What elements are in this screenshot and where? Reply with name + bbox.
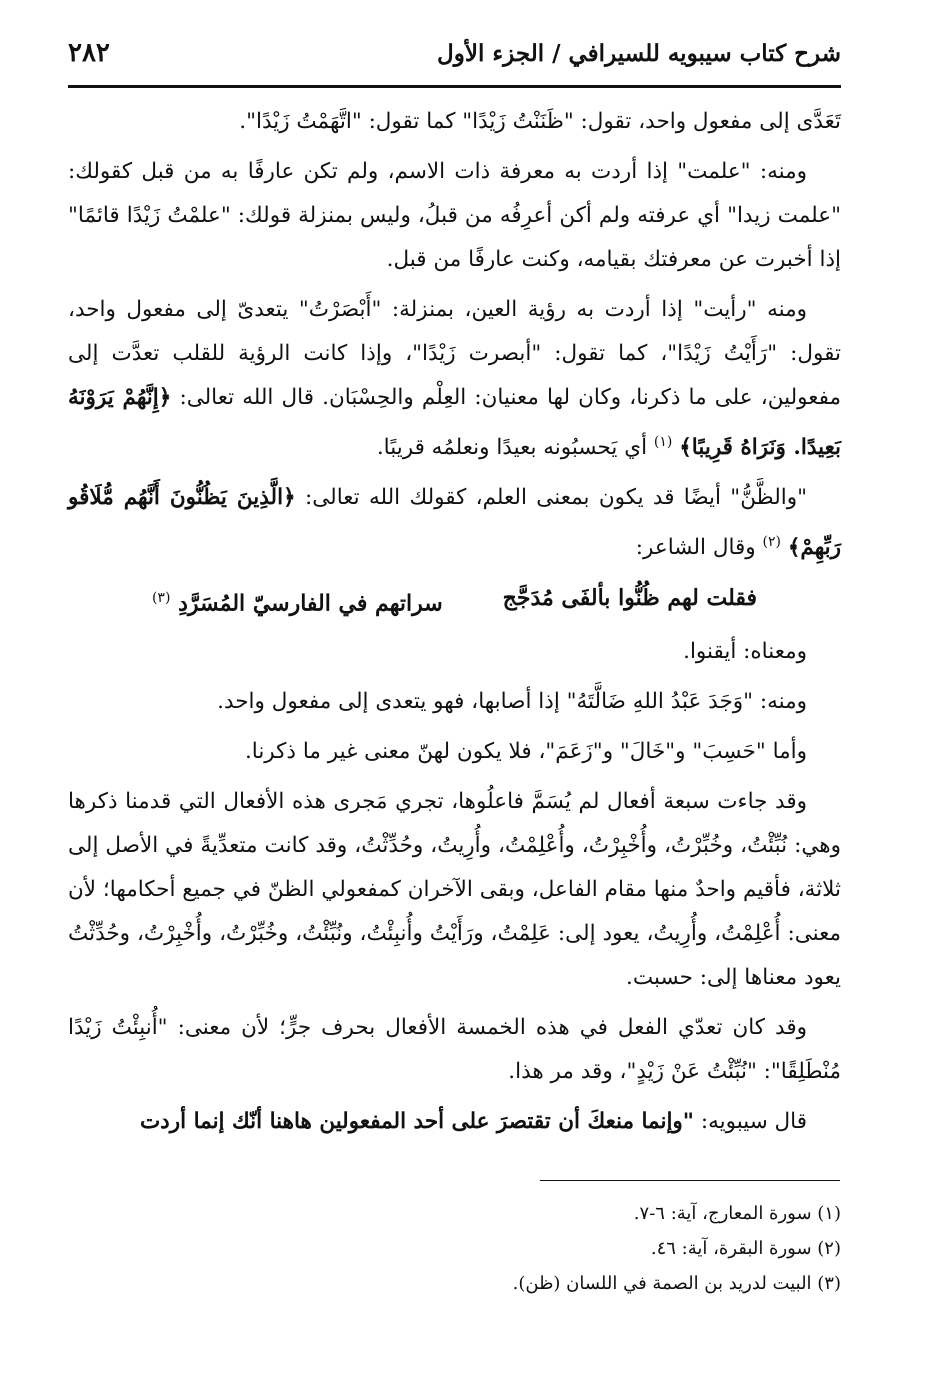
paragraph-text: ومنه "رأيت" إذا أردت به رؤية العين، بمنزلة: "أَبْصَرْتُ" يتعدىّ إلى مفعول واحد، تقول: "رَأَيْتُ زَيْدًا"، كما تقول: "أبصرت زَيْدًا"، وإذا كانت الرؤية للقلب تعدَّت إلى مفعولين، على ما ذكرنا، وكان لها معنيان: العِلْم والحِسْبَان. قال الله تعالى: — [68, 297, 841, 410]
poetry-verse — [68, 576, 841, 625]
paragraph: وقد كان تعدّي الفعل في هذه الخمسة الأفعال بحرف جرٍّ؛ لأن معنى: "أُنبِئْتُ زَيْدًا مُنْطَلِقًا": "نُبِّئْتُ عَنْ زَيْدٍ"، وقد مر هذا. — [68, 1014, 841, 1084]
verse-hemistich-1: فقلت لهم ظُنُّوا بألفَى مُدَجَّج — [502, 585, 758, 612]
page-number: ٢٨٢ — [68, 38, 110, 68]
sibawayh-quote: "وإنما منعكَ أن تقتصرَ على أحد المفعولين هاهنا أنّك إنما أردت — [139, 1108, 695, 1134]
paragraph: ومنه: "علمت" إذا أردت به معرفة ذات الاسم، ولم تكن عارفًا به من قبل كقولك: "علمت زيدا" أي عرفته ولم أكن أعرِفُه من قبلُ، وليس بمنزلة قولك: "علمْتُ زَيْدًا قائمًا" إذا أخبرت عن معرفتك بقيامه، وكنت عارفًا من قبل. — [68, 159, 841, 272]
verse-hemistich-2 — [152, 576, 443, 625]
footnotes — [68, 1196, 841, 1301]
footnote: (٢) سورة البقرة، آية: ٤٦. — [650, 1238, 841, 1259]
paragraph — [68, 1100, 841, 1144]
quran-quote: ﴿الَّذِينَ يَظُنُّونَ أَنَّهُم مُّلَاقُو رَبِّهِمْ﴾ — [68, 485, 841, 561]
running-title: شرح كتاب سيبويه للسيرافي / الجزء الأول — [437, 40, 841, 67]
quran-quote: ﴿إِنَّهُمْ يَرَوْنَهُ بَعِيدًا. وَنَرَاهُ قَرِيبًا﴾ — [68, 385, 841, 461]
footnote: (١) سورة المعارج، آية: ٦-٧. — [633, 1203, 841, 1224]
footnote-ref: (١) — [653, 434, 673, 450]
paragraph: ومنه: "وَجَدَ عَبْدُ اللهِ ضَالَّتَهُ" إذا أصابها، فهو يتعدى إلى مفعول واحد. — [217, 688, 807, 714]
paragraph: ومعناه: أيقنوا. — [683, 638, 807, 664]
footnote: (٣) البيت لدريد بن الصمة في اللسان (ظن). — [512, 1273, 841, 1294]
main-text — [68, 100, 841, 1144]
footnote-divider — [540, 1180, 840, 1181]
paragraph: تَعَدَّى إلى مفعول واحد، تقول: "ظَنَنْتُ زَيْدًا" كما تقول: "اتَّهَمْتُ زَيْدًا". — [239, 109, 841, 134]
paragraph: وقد جاءت سبعة أفعال لم يُسَمَّ فاعلُوها، تجري مَجرى هذه الأفعال التي قدمنا ذكرها وهي: نُبِّئْتُ، وخُبِّرْتُ، وأُخْبِرْتُ، وأُعْلِمْتُ، وأُرِيتُ، وحُدِّثْتُ، وقد كانت متعدِّيةً في الأصل إلى ثلاثة، فأقيم واحدٌ منها مقام الفاعل، وبقى الآخران كمفعولي الظنّ في جميع أحكامها؛ لأن معنى: أُعْلِمْتُ، وأُرِيتُ، يعود إلى: عَلِمْتُ، ورَأَيْتُ وأُنبِئْتُ، ونُبِّئْتُ، وخُبِّرْتُ، وأُخْبِرْتُ، وحُدِّثْتُ يعود معناها إلى: حسبت. — [68, 788, 841, 990]
paragraph: وأما "حَسِبَ" و"خَالَ" و"زَعَمَ"، فلا يكون لهنّ معنى غير ما ذكرنا. — [244, 738, 807, 764]
running-header — [68, 38, 841, 88]
verse-hemistich-2-text: سراتهم في الفارسيّ المُسَرَّدِ — [178, 590, 443, 617]
paragraph-text: قال سيبويه: — [700, 1108, 807, 1134]
paragraph-text: "والظَّنُّ" أيضًا قد يكون بمعنى العلم، كقولك الله تعالى: — [304, 485, 807, 511]
paragraph-text: وقال الشاعر: — [635, 535, 756, 561]
paragraph-text: أي يَحسبُونه بعيدًا ونعلمُه قريبًا. — [376, 435, 648, 461]
footnote-ref: (٢) — [762, 534, 781, 551]
paragraph — [68, 476, 841, 570]
paragraph — [68, 288, 841, 470]
footnote-ref: (٣) — [151, 590, 171, 607]
